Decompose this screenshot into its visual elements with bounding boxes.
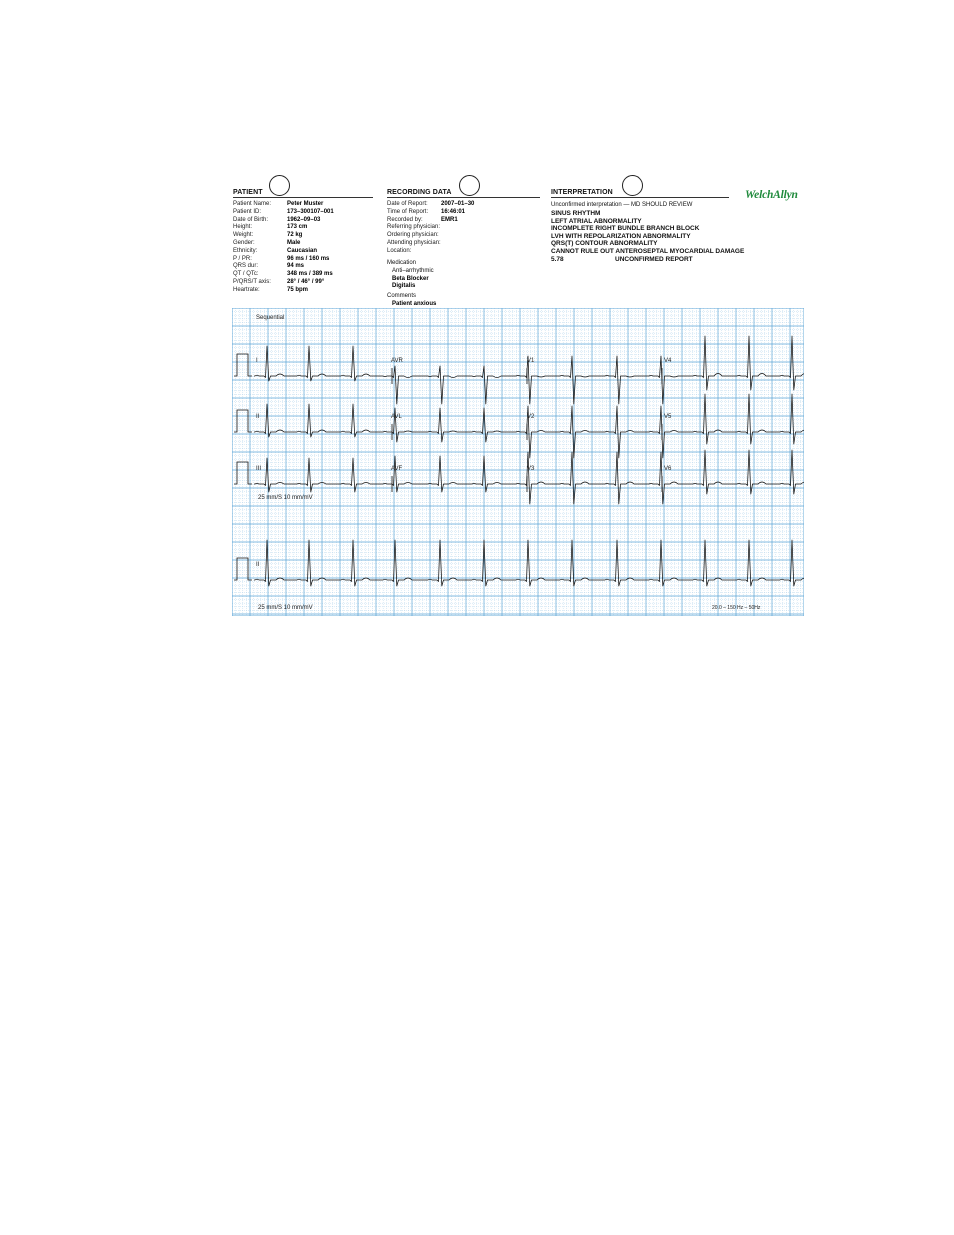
recording-field-row bbox=[387, 201, 474, 209]
interpretation-line: LVH WITH REPOLARIZATION ABNORMALITY bbox=[551, 232, 691, 240]
comments-text: Patient anxious bbox=[392, 300, 437, 307]
lead-label: AVL bbox=[391, 414, 402, 420]
sequential-label: Sequential bbox=[256, 315, 285, 321]
recording-field-value: 2007–01–30 bbox=[441, 201, 475, 207]
recording-field-row bbox=[387, 224, 474, 232]
filter-label: 20.0 – 150 Hz – 50Hz bbox=[712, 605, 761, 611]
recording-field-row bbox=[387, 232, 474, 240]
interpretation-line: SINUS RHYTHM bbox=[551, 210, 601, 217]
recording-field-label: Referring physician: bbox=[387, 224, 441, 231]
lead-label: II bbox=[256, 414, 260, 420]
callout-circle-2 bbox=[459, 175, 480, 196]
patient-field-row bbox=[233, 248, 334, 256]
recording-field-label: Recorded by: bbox=[387, 216, 423, 223]
medication-label: Medication bbox=[387, 260, 417, 266]
patient-field-row bbox=[233, 232, 334, 240]
lead-label: I bbox=[256, 358, 258, 364]
interpretation-note: Unconfirmed interpretation — MD SHOULD REVIEW bbox=[551, 202, 693, 208]
patient-field-value: 94 ms bbox=[287, 263, 305, 270]
patient-field-label: Height: bbox=[233, 224, 253, 231]
welch-allyn-logo: WelchAllyn bbox=[745, 189, 798, 201]
patient-field-label: P/QRS/T axis: bbox=[233, 278, 271, 285]
medication-item-2: Digitalis bbox=[392, 283, 416, 290]
patient-field-row bbox=[233, 209, 334, 217]
recording-rule bbox=[387, 197, 540, 198]
callout-circle-1 bbox=[269, 175, 290, 196]
calibration-pulses bbox=[234, 354, 252, 580]
interpretation-line: LEFT ATRIAL ABNORMALITY bbox=[551, 217, 642, 225]
recording-field-label: Location: bbox=[387, 247, 412, 254]
patient-field-value: Caucasian bbox=[287, 247, 318, 254]
patient-field-value: 75 bpm bbox=[287, 286, 309, 293]
patient-field-label: Gender: bbox=[233, 239, 255, 246]
patient-field-value: 1962–09–03 bbox=[287, 216, 321, 223]
patient-field-label: Weight: bbox=[233, 232, 254, 239]
recording-field-label: Time of Report: bbox=[387, 208, 429, 215]
lead-label: V5 bbox=[664, 414, 672, 420]
speed-label-2: 25 mm/S 10 mm/mV bbox=[258, 605, 313, 611]
lead-label: V6 bbox=[664, 466, 672, 472]
lead-label: V3 bbox=[527, 466, 535, 472]
recording-field-label: Ordering physician: bbox=[387, 232, 439, 239]
interpretation-line: CANNOT RULE OUT ANTEROSEPTAL MYOCARDIAL DAMAGE bbox=[551, 247, 745, 255]
recording-field-label: Date of Report: bbox=[387, 201, 428, 207]
patient-field-label: Date of Birth: bbox=[233, 216, 269, 223]
patient-rule bbox=[233, 197, 373, 198]
lead-label: AVF bbox=[391, 466, 403, 472]
patient-field-label: QT / QTc: bbox=[233, 271, 259, 278]
patient-field-value: 173 cm bbox=[287, 224, 308, 231]
ecg-grid-major bbox=[232, 308, 804, 616]
patient-field-value: 72 kg bbox=[287, 232, 303, 239]
patient-field-value: 96 ms / 160 ms bbox=[287, 255, 330, 262]
patient-field-row bbox=[233, 271, 334, 279]
lead-label: V2 bbox=[527, 414, 535, 420]
patient-field-value: Male bbox=[287, 239, 301, 246]
recording-field-row bbox=[387, 209, 474, 217]
interpretation-code: 5.78 bbox=[551, 256, 564, 263]
speed-label-1: 25 mm/S 10 mm/mV bbox=[258, 495, 313, 501]
patient-field-row bbox=[233, 287, 334, 295]
lead-label: II bbox=[256, 562, 260, 568]
patient-field-label: QRS dur: bbox=[233, 263, 259, 270]
patient-field-label: Patient Name: bbox=[233, 201, 272, 207]
patient-field-value: Peter Muster bbox=[287, 201, 324, 207]
ecg-strip bbox=[232, 308, 804, 616]
patient-field-row bbox=[233, 224, 334, 232]
patient-field-row bbox=[233, 240, 334, 248]
patient-fields bbox=[233, 201, 334, 295]
recording-field-value: EMR1 bbox=[441, 216, 458, 223]
interpretation-title: INTERPRETATION bbox=[551, 189, 613, 196]
recording-field-row bbox=[387, 217, 474, 225]
patient-field-row bbox=[233, 263, 334, 271]
interpretation-status: UNCONFIRMED REPORT bbox=[615, 256, 693, 263]
patient-field-row bbox=[233, 279, 334, 287]
patient-field-label: P / PR: bbox=[233, 255, 252, 262]
interpretation-lines bbox=[551, 210, 744, 256]
patient-field-row bbox=[233, 201, 334, 209]
interpretation-line: INCOMPLETE RIGHT BUNDLE BRANCH BLOCK bbox=[551, 225, 700, 233]
callout-circle-3 bbox=[622, 175, 643, 196]
patient-field-row bbox=[233, 217, 334, 225]
patient-field-row bbox=[233, 256, 334, 264]
recording-fields bbox=[387, 201, 474, 256]
interpretation-rule bbox=[551, 197, 729, 198]
medication-block bbox=[387, 260, 434, 291]
patient-field-value: 348 ms / 389 ms bbox=[287, 271, 333, 278]
recording-title: RECORDING DATA bbox=[387, 189, 452, 196]
recording-field-row bbox=[387, 240, 474, 248]
patient-field-label: Patient ID: bbox=[233, 208, 262, 215]
lead-label: V4 bbox=[664, 358, 672, 364]
comments-block bbox=[387, 293, 436, 309]
comments-label: Comments bbox=[387, 293, 417, 299]
patient-field-label: Heartrate: bbox=[233, 286, 260, 293]
recording-field-row bbox=[387, 248, 474, 256]
lead-label: III bbox=[256, 466, 262, 472]
recording-field-label: Attending physician: bbox=[387, 239, 441, 246]
medication-item-1: Beta Blocker bbox=[392, 275, 429, 282]
patient-field-value: 173–300107–001 bbox=[287, 208, 334, 215]
lead-label: AVR bbox=[391, 358, 403, 364]
patient-field-label: Ethnicity: bbox=[233, 247, 258, 254]
lead-label: V1 bbox=[527, 358, 535, 364]
patient-field-value: 28° / 46° / 99° bbox=[287, 278, 325, 285]
patient-title: PATIENT bbox=[233, 189, 263, 196]
recording-field-value: 16:46:01 bbox=[441, 208, 466, 215]
interpretation-line: QRS(T) CONTOUR ABNORMALITY bbox=[551, 240, 658, 248]
medication-sub: Anti–arrhythmic bbox=[392, 267, 434, 274]
